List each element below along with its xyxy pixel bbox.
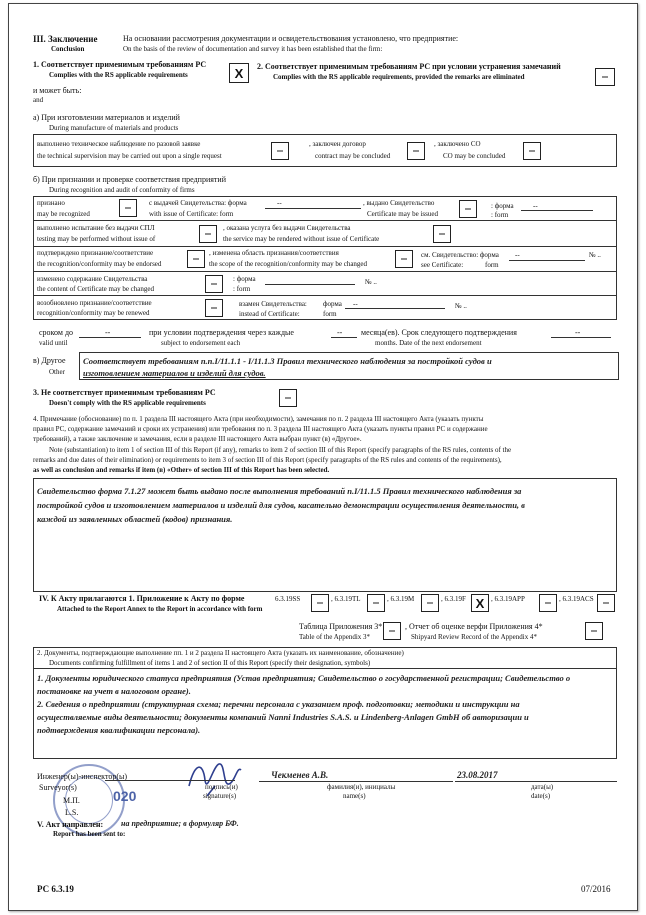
b3-value: --	[515, 251, 520, 259]
form-acs-label: , 6.3.19ACS	[559, 595, 594, 603]
b5-m-en: instead of Certificate:	[239, 310, 300, 318]
sent-ru: V. Акт направлен:	[37, 820, 104, 829]
surveyor-en: Surveyor(s)	[39, 783, 77, 792]
b3-m-en: the scope of the recognition/conformity may be changed	[209, 260, 368, 268]
form-ss-label: 6.3.19SS	[275, 595, 301, 603]
b1-mid-ru: с выдачей Свидетельства: форма	[149, 199, 247, 207]
b2-service-checkbox[interactable]	[433, 225, 451, 243]
a2-en: contract may be concluded	[315, 152, 391, 160]
a3-en: CO may be concluded	[443, 152, 506, 160]
b4-ru: изменено содержание Свидетельства	[37, 275, 148, 283]
form-ss-checkbox[interactable]	[311, 594, 329, 612]
valid-value: --	[105, 328, 111, 337]
b3-ru: подтверждено признание/соответствие	[37, 249, 154, 257]
b3-r-en: see Certificate:	[421, 261, 464, 269]
b1-form-en: : form	[491, 211, 509, 219]
a-en: During manufacture of materials and products	[49, 124, 179, 132]
form-app-checkbox[interactable]	[539, 594, 557, 612]
mp-label: М.П.	[63, 796, 80, 805]
item4-en-3: as well as conclusion and remarks if item (в) «Other» of section III of this Report has been selected.	[33, 466, 330, 474]
report4-checkbox[interactable]	[585, 622, 603, 640]
b1-r-en: Certificate may be issued	[367, 210, 438, 218]
b1-en: may be recognized	[37, 210, 90, 218]
b5-form-ru: форма	[323, 300, 342, 308]
table3-checkbox[interactable]	[383, 622, 401, 640]
item1-checkbox[interactable]	[229, 63, 249, 83]
b5-value: --	[353, 300, 358, 308]
b5-ru: возобновлено признание/соответствие	[37, 299, 152, 307]
doc2-line-b: осуществляемые виды деятельности; документы компаний Nanni Industries S.A.S. и Lindenberg-Anlagen GmbH об авторизации и	[37, 712, 529, 722]
b2-r-ru: , оказана услуга без выдачи Свидетельства	[223, 224, 351, 232]
sent-en: Report has been sent to:	[53, 830, 126, 838]
b3-en: the recognition/conformity may be endorsed	[37, 260, 162, 268]
form-m-checkbox[interactable]	[421, 594, 439, 612]
doc2-line-c: подтверждения квалификации персонала).	[37, 725, 201, 735]
a3-checkbox[interactable]	[523, 142, 541, 160]
b4-form-ru: : форма	[233, 275, 256, 283]
item4-en-2: remarks and due dates of their elimination) or requirements to item 3 of section III of this Report (specify paragraphs of the RS rules and contents of the requirements),	[33, 456, 502, 464]
item1-en: Complies with the RS applicable requirements	[49, 71, 188, 79]
b1-form-ru: : форма	[491, 202, 514, 210]
footer-code: РС 6.3.19	[37, 884, 74, 894]
form-m-label: , 6.3.19M	[387, 595, 415, 603]
doc1-line-a: 1. Документы юридического статуса предприятия (Устав предприятия; Свидетельство о государственной регистрации; Свидетельство о	[37, 673, 571, 683]
b3-scope-checkbox[interactable]	[395, 250, 413, 268]
valid-en: valid until	[39, 339, 68, 347]
b3-checkbox[interactable]	[187, 250, 205, 268]
form-f-checkbox[interactable]	[471, 594, 489, 612]
b5-number: № ..	[455, 302, 467, 310]
a1-en: the technical supervision may be carried out upon a single request	[37, 152, 222, 160]
intro-ru: На основании рассмотрения документации и освидетельствования установлено, что предприятие:	[123, 34, 459, 43]
b2-checkbox[interactable]	[199, 225, 217, 243]
note-line-3: каждой из заявленных областей (кодов) признания.	[37, 514, 233, 524]
b5-m-ru: взамен Свидетельства:	[239, 300, 307, 308]
other-text-1: Соответствует требованиям п.п.I/11.1.1 - I/11.1.3 Правил технического наблюдения за постройкой судов и	[83, 356, 492, 366]
b5-checkbox[interactable]	[205, 299, 223, 317]
and-ru: и может быть:	[33, 86, 82, 95]
doc1-line-b: постановке на учет в налоговом органе).	[37, 686, 191, 696]
b3-number: № ..	[589, 251, 601, 259]
report-page	[8, 3, 638, 911]
form-acs-checkbox[interactable]	[597, 594, 615, 612]
cond-ru: при условии подтверждения через каждые	[149, 328, 294, 337]
table3-ru: Таблица Приложения 3*	[299, 622, 383, 631]
sign-date: 23.08.2017	[457, 770, 498, 780]
item1-mark: X	[234, 65, 244, 81]
doc2-line-a: 2. Сведения о предприятии (структурная схема; перечни персонала с указанием проф. подготовки; методики и инструкции на	[37, 699, 520, 709]
other-ru: в) Другое	[33, 356, 66, 365]
sent-text: на предприятие; в формуляр БФ.	[121, 819, 239, 828]
note-line-1: Свидетельство форма 7.1.27 может быть выдано после выполнения требований п.I/11.1.5 Правил технического наблюдения за	[37, 486, 522, 496]
b1-ru: признано	[37, 199, 65, 207]
b1-r-ru: , выдано Свидетельство	[363, 199, 435, 207]
b3-r-ru: см. Свидетельство: форма	[421, 251, 499, 259]
b4-number: № ..	[365, 278, 377, 286]
b-ru: б) При признании и проверке соответствия предприятий	[33, 175, 226, 184]
b2-ru: выполнено испытание без выдачи СПЛ	[37, 224, 155, 232]
b5-en: recognition/conformity may be renewed	[37, 309, 150, 317]
s4-title-ru: IV. К Акту прилагаются 1. Приложение к Акту по форме	[39, 594, 245, 603]
docs-ru: 2. Документы, подтверждающие выполнение пп. 1 и 2 раздела II настоящего Акта (указать их наименование, обозначение)	[37, 649, 404, 657]
item3-en: Doesn't comply with the RS applicable requirements	[49, 399, 206, 407]
b2-r-en: the service may be rendered without issue of Certificate	[223, 235, 380, 243]
form-f-label: , 6.3.19F	[441, 595, 466, 603]
stamp-number: 020	[113, 788, 137, 804]
a-ru: а) При изготовлении материалов и изделий	[33, 113, 180, 122]
a1-ru: выполнено техническое наблюдение по разовой заявке	[37, 140, 201, 148]
b1-value: --	[277, 199, 282, 207]
date-en: date(s)	[531, 792, 551, 800]
item2-checkbox[interactable]	[595, 68, 615, 86]
b3-m-ru: , изменена область признания/соответствия	[209, 249, 339, 257]
and-en: and	[33, 96, 44, 104]
report4-ru: , Отчет об оценке верфи Приложения 4*	[405, 622, 543, 631]
months-ru: месяца(ев). Срок следующего подтверждения	[361, 328, 517, 337]
item3-checkbox[interactable]	[279, 389, 297, 407]
next-value: --	[575, 328, 581, 337]
name-ru: фамилия(и), инициалы	[327, 783, 396, 791]
form-tl-checkbox[interactable]	[367, 594, 385, 612]
b1-issue-checkbox[interactable]	[459, 200, 477, 218]
a2-checkbox[interactable]	[407, 142, 425, 160]
b5-form-en: form	[323, 310, 337, 318]
item3-ru: 3. Не соответствует применимым требованиям РС	[33, 388, 216, 397]
note-line-2: постройкой судов и изготовлением материалов и изделий для судов, касательно демонстрации осуществления деятельности, в	[37, 500, 525, 510]
b3-form-en: form	[485, 261, 499, 269]
form-app-label: , 6.3.19APP	[491, 595, 525, 603]
b2-en: testing may be performed without issue of	[37, 235, 156, 243]
b1-mid-en: with issue of Certificate: form	[149, 210, 234, 218]
item4-ru-3: требований), а также заключение и замечания, если в разделе III настоящего Акта выбран пункт (в) «Другое».	[33, 435, 362, 443]
b4-checkbox[interactable]	[205, 275, 223, 293]
cond-en: subject to endorsement each	[161, 339, 241, 347]
intro-en: On the basis of the review of documentation and survey it has been established that the firm:	[123, 45, 383, 53]
valid-ru: сроком до	[39, 328, 74, 337]
a3-ru: , заключено СО	[434, 140, 481, 148]
item2-en: Complies with the RS applicable requirements, provided the remarks are eliminated	[273, 73, 525, 81]
docs-en: Documents confirming fulfillment of items 1 and 2 of section II of this Report (specify their designation, symbols)	[49, 659, 371, 667]
months-en: months. Date of the next endorsement	[375, 339, 482, 347]
b1-form-value: --	[533, 202, 538, 210]
footer-date: 07/2016	[581, 884, 611, 894]
a1-checkbox[interactable]	[271, 142, 289, 160]
section-title-en: Conclusion	[51, 45, 85, 53]
item4-ru-1: 4. Примечание (обоснование) по п. 1 раздела III настоящего Акта (при необходимости), замечания по п. 2 раздела III настоящего Акта (указать пункты	[33, 415, 484, 423]
report4-en: Shipyard Review Record of the Appendix 4*	[411, 633, 537, 641]
date-ru: дата(ы)	[531, 783, 554, 791]
item4-ru-2: правил РС, содержание замечаний и сроки их устранения) или требования по п. 3 раздела III настоящего Акта (указать пункты правил РС и содержание	[33, 425, 488, 433]
form-f-mark: X	[475, 595, 485, 611]
a2-ru: , заключен договор	[309, 140, 366, 148]
signature-en: signature(s)	[203, 792, 237, 800]
name-en: name(s)	[343, 792, 366, 800]
surveyor-name: Чекменев А.В.	[271, 770, 329, 780]
signature-ru: подпись(и)	[205, 783, 238, 791]
form-tl-label: , 6.3.19TL	[331, 595, 361, 603]
s4-title-en: Attached to the Report Annex to the Report in accordance with form	[57, 605, 263, 613]
item2-ru: 2. Соответствует применимым требованиям РС при условии устранения замечаний	[257, 62, 561, 71]
b1-checkbox[interactable]	[119, 199, 137, 217]
item1-ru: 1. Соответствует применимым требованиям РС	[33, 60, 207, 69]
table3-en: Table of the Appendix 3*	[299, 633, 371, 641]
b-en: During recognition and audit of conformity of firms	[49, 186, 195, 194]
other-text-2: изготовлением материалов и изделий для судов.	[83, 368, 266, 378]
b4-en: the content of Certificate may be changed	[37, 285, 155, 293]
ls-label: L.S.	[65, 808, 79, 817]
months-value: --	[337, 328, 343, 337]
surveyor-ru: Инженер(ы)-инспектор(ы)	[37, 772, 128, 781]
b4-form-en: : form	[233, 285, 251, 293]
section-title: III. Заключение	[33, 34, 98, 44]
other-en: Other	[49, 368, 65, 376]
item4-en-1: Note (substantiation) to item 1 of section III of this Report (if any), remarks to item 2 of section III of this Report (specify paragraphs of the RS rules, contents of the	[49, 446, 512, 454]
